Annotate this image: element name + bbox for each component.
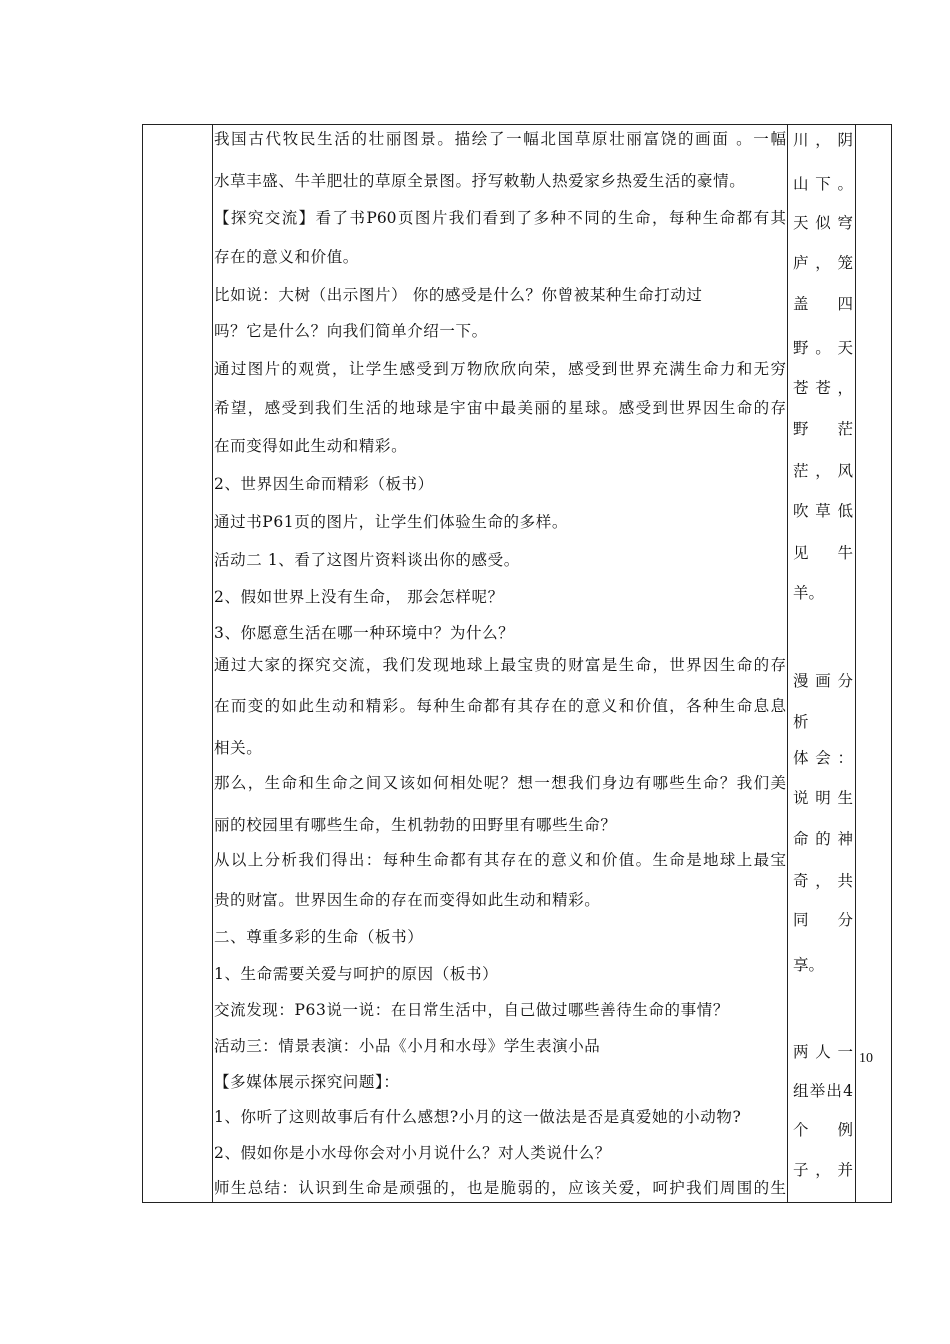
- time-column: [857, 125, 891, 1202]
- text-line: 2、假如你是小水母你会对小月说什么？对人类说什么？: [214, 1144, 611, 1162]
- note-line: 野茫: [793, 420, 853, 438]
- text-line: 从以上分析我们得出：每种生命都有其存在的意义和价值。生命是地球上最宝: [214, 851, 786, 869]
- note-line: 见牛: [793, 544, 853, 562]
- text-line: 在而变的如此生动和精彩。每种生命都有其存在的意义和价值，各种生命息息: [214, 697, 786, 715]
- text-line: 2、世界因生命而精彩（板书）: [214, 475, 434, 493]
- table-divider: [855, 125, 856, 1202]
- text-line: 2、假如世界上没有生命， 那会怎样呢？: [214, 588, 504, 606]
- text-line: 比如说：大树（出示图片） 你的感受是什么？你曾被某种生命打动过: [214, 286, 703, 304]
- note-line: 吹草低: [793, 502, 853, 520]
- note-line: 川，阴: [793, 131, 853, 149]
- text-line: 【多媒体展示探究问题】：: [214, 1073, 400, 1091]
- text-line: 活动二 1、看了这图片资料谈出你的感受。: [214, 551, 520, 569]
- text-line: 吗？它是什么？向我们简单介绍一下。: [214, 322, 488, 340]
- text-line: 活动三：情景表演：小品《小月和水母》学生表演小品: [214, 1037, 601, 1055]
- text-line: 那么，生命和生命之间又该如何相处呢？想一想我们身边有哪些生命？我们美: [214, 774, 786, 792]
- text-line: 交流发现：P63说一说：在日常生活中，自己做过哪些善待生命的事情？: [214, 1001, 729, 1019]
- text-line: 1、你听了这则故事后有什么感想?小月的这一做法是否是真爱她的小动物?: [214, 1108, 742, 1126]
- time-value: 10: [859, 1051, 873, 1066]
- teaching-process-column: [214, 125, 788, 1202]
- text-line: 相关。: [214, 739, 263, 757]
- text-line: 1、生命需要关爱与呵护的原因（板书）: [214, 965, 499, 983]
- text-line: 在而变得如此生动和精彩。: [214, 437, 408, 455]
- text-line: 贵的财富。世界因生命的存在而变得如此生动和精彩。: [214, 891, 601, 909]
- text-line: 二、尊重多彩的生命（板书）: [214, 928, 424, 946]
- note-line: 命的神: [793, 830, 853, 848]
- text-line: 【探究交流】看了书P60页图片我们看到了多种不同的生命，每种生命都有其: [214, 209, 786, 227]
- text-line: 丽的校园里有哪些生命，生机勃勃的田野里有哪些生命？: [214, 816, 617, 834]
- text-line: 师生总结：认识到生命是顽强的，也是脆弱的，应该关爱，呵护我们周围的生: [214, 1179, 786, 1197]
- note-line: 子，并: [793, 1161, 853, 1179]
- note-line: 苍苍，: [793, 379, 853, 397]
- design-intent-column: [789, 125, 855, 1202]
- note-line: 享。: [793, 956, 825, 974]
- note-line: 羊。: [793, 584, 825, 602]
- note-line: 漫画分: [793, 672, 853, 690]
- lesson-plan-table: [142, 124, 892, 1203]
- note-line: 山下。: [793, 175, 853, 193]
- text-line: 通过大家的探究交流，我们发现地球上最宝贵的财富是生命，世界因生命的存: [214, 656, 786, 674]
- note-line: 奇，共: [793, 872, 853, 890]
- text-line: 水草丰盛、牛羊肥壮的草原全景图。抒写敕勒人热爱家乡热爱生活的豪情。: [214, 172, 746, 190]
- table-divider: [212, 125, 213, 1202]
- text-line: 通过图片的观赏，让学生感受到万物欣欣向荣，感受到世界充满生命力和无穷: [214, 360, 786, 378]
- note-line: 同分: [793, 911, 853, 929]
- note-line: 天似穹: [793, 214, 853, 232]
- note-line: 庐，笼: [793, 254, 853, 272]
- text-line: 存在的意义和价值。: [214, 248, 359, 266]
- note-line: 茫，风: [793, 462, 853, 480]
- note-line: 组举出4: [793, 1082, 853, 1100]
- text-line: 希望，感受到我们生活的地球是宇宙中最美丽的星球。感受到世界因生命的存: [214, 399, 786, 417]
- note-line: 说明生: [793, 789, 853, 807]
- text-line: 我国古代牧民生活的壮丽图景。描绘了一幅北国草原壮丽富饶的画面 。一幅: [214, 130, 786, 148]
- note-line: 析: [793, 713, 809, 731]
- note-line: 两人一: [793, 1043, 853, 1061]
- note-line: 野。天: [793, 339, 853, 357]
- note-line: 盖四: [793, 295, 853, 313]
- note-line: 体会：: [793, 749, 853, 767]
- note-line: 个例: [793, 1121, 853, 1139]
- text-line: 通过书P61页的图片，让学生们体验生命的多样。: [214, 513, 568, 531]
- text-line: 3、你愿意生活在哪一种环境中？为什么？: [214, 624, 515, 642]
